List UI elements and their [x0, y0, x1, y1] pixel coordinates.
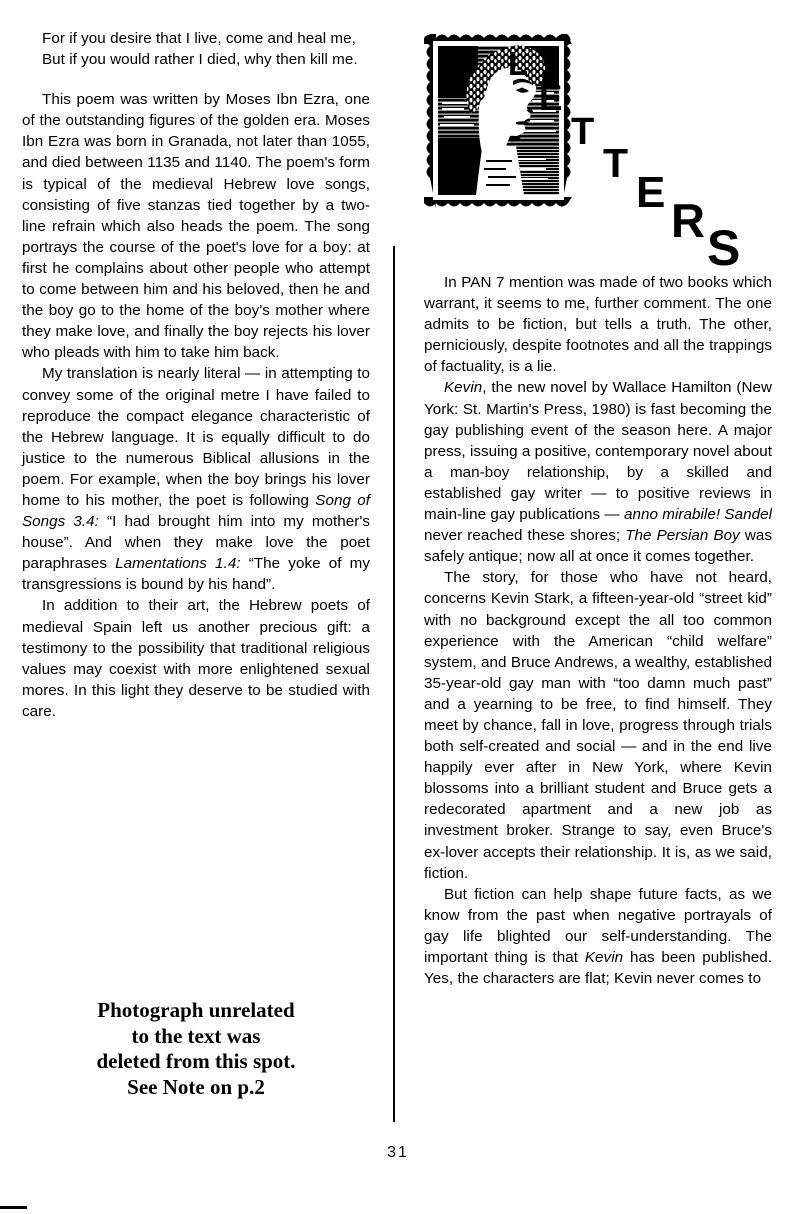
note-line-4: See Note on p.2	[127, 1074, 265, 1099]
scan-edge-artifact	[0, 1206, 27, 1209]
paragraph-translation	[22, 363, 370, 595]
letters-wordmark	[415, 25, 775, 276]
citation-lamentations: Lamentations 1.4:	[115, 555, 241, 573]
closing-text-after-title: has been published. Yes, the characters are flat; Kevin never comes to	[424, 949, 772, 988]
book-title-kevin-closing: Kevin	[584, 949, 624, 966]
kevin-text-after-title: , the new novel by Wallace Hamilton (New York: St. Martin's Press, 1980) is fast becoming the gay publishing event of the season here. A major press, issuing a positive, contemporary novel about a man-boy relationship, by a skilled and established gay writer — to positive reviews in main-line gay publications —	[424, 379, 772, 524]
poem-line-1: For if you desire that I live, come and heal me,	[42, 30, 356, 47]
translation-text-before-citation: My translation is nearly literal — in attempting to convey some of the original metre I have failed to reproduce the compact elegance characteristic of the Hebrew language. It is equally difficult to do justice to the numerous Biblical allusions in the poem. For example, when the boy brings his lover home to his mother, the poet is following	[22, 365, 370, 509]
paragraph-intro-right: In PAN 7 mention was made of two books which warrant, it seems to me, further comment. The one admits to be fiction, but tells a truth. The other, perniciously, despite footnotes and all the trappings of factuality, is a lie.	[424, 274, 772, 376]
paragraph-moses-ibn-ezra: This poem was written by Moses Ibn Ezra, one of the outstanding figures of the golden era. Moses Ibn Ezra was born in Granada, not later than 1055, and died between 1135 and 1140. The poem's form is typical of the medieval Hebrew love songs, consisting of five stanzas tied together by a two-line refrain which also heads the poem. The song portrays the course of the poet's love for a boy: at first he complains about other people who attempt to come between him and his beloved, then he and the boy go to the home of the boy's mother where they make love, and finally the boy rejects his lover who pleads with him to take him back.	[22, 91, 370, 362]
paragraph-closing-left: In addition to their art, the Hebrew poets of medieval Spain left us another precious gift: a testimony to the possibility that traditional religious values may coexist with more enlightened sexual mores. In this light they deserve to be studied with care.	[22, 597, 370, 720]
note-line-2: to the text was	[131, 1023, 261, 1048]
masthead-letter-r: R	[671, 194, 705, 247]
kevin-text-after-persian-boy: was safely antique; now all at once it comes together.	[424, 527, 772, 566]
book-title-persian-boy: The Persian Boy	[625, 527, 740, 545]
paragraph-kevin-review	[424, 377, 772, 567]
closing-text-before-title: But fiction can help shape future facts, as we know from the past when negative portrayals of gay life blighted our self-understanding. The important thing is that	[424, 885, 772, 966]
note-line-1: Photograph unrelated	[97, 998, 295, 1022]
masthead-letter-s: S	[707, 220, 741, 276]
paragraph-story-summary: The story, for those who have not heard, concerns Kevin Stark, a fifteen-year-old “street kid” with no background except the all too common experience with the American “child welfare” system, and Bruce Andrews, a wealthy, established 35-year-old gay man with “too damn much past” and a yearning to be free, to find himself. They meet by chance, fall in love, progress through trials both self-created and social — and in the end live happily ever after in New York, where Kevin blossoms into a brilliant student and Bruce gets a redecorated apartment and a new job as investment broker. Strange to say, even Bruce's ex-lover accepts their relationship. It is, as we said, fiction.	[424, 569, 772, 882]
translation-text-between-citations: “I had brought him into my mother's house”. And when they make love the poet paraphrases	[22, 513, 370, 573]
citation-song-of-songs: Song of Songs 3.4:	[22, 491, 370, 531]
masthead-letter-l: L	[508, 45, 529, 82]
page-number: 31	[387, 1144, 409, 1161]
masthead-letter-t1: T	[571, 111, 595, 153]
translation-text-after-citation: “The yoke of my transgressions is bound by his hand”.	[22, 555, 370, 594]
poem-line-2: But if you would rather I died, why then kill me.	[42, 51, 358, 69]
masthead-letter-t2: T	[603, 140, 629, 186]
book-title-sandel: anno mirabile! Sandel	[623, 506, 772, 524]
kevin-text-after-sandel: never reached these shores;	[424, 527, 626, 545]
note-line-3: deleted from this spot.	[96, 1049, 296, 1073]
editorial-deletion-note	[22, 998, 370, 1100]
masthead-letter-e1: E	[539, 79, 563, 118]
column-divider-rule	[393, 246, 395, 1122]
paragraph-closing-right	[424, 884, 772, 989]
left-text-column	[22, 28, 370, 722]
letters-masthead	[415, 25, 775, 276]
right-text-column	[424, 272, 772, 1124]
masthead-letter-e2: E	[636, 168, 666, 217]
book-title-kevin: Kevin	[444, 379, 483, 397]
